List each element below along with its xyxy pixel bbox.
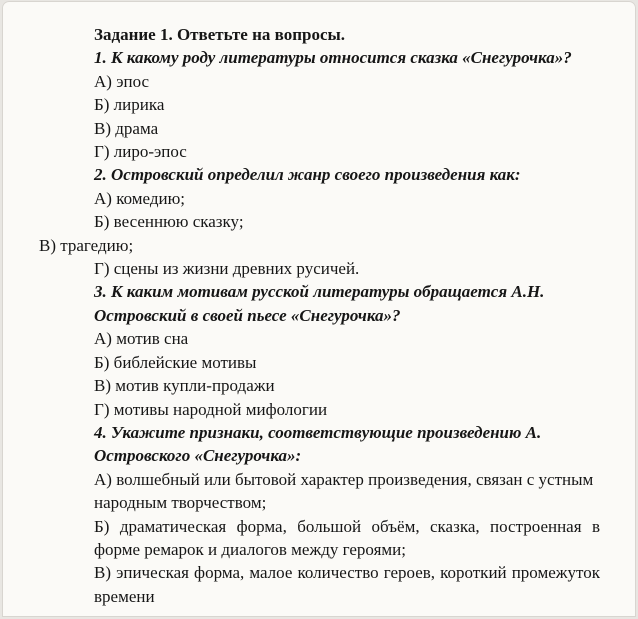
document-line: Г) лиро-эпос bbox=[94, 142, 187, 162]
document-line: Г) мотивы народной мифологии bbox=[94, 399, 328, 419]
document-line: 4. Укажите признаки, соответствующие произведению А. Островского «Снегурочка»: bbox=[94, 422, 542, 466]
document-line: В) трагедию; bbox=[39, 235, 134, 255]
document-line: А) комедию; bbox=[94, 188, 186, 208]
document-line: Б) лирика bbox=[94, 95, 165, 115]
document-line: 3. К каким мотивам русской литературы обращается А.Н. Островский в своей пьесе «Снегурочка»? bbox=[94, 282, 545, 325]
document-page bbox=[2, 1, 636, 617]
document-line: В) эпическая форма, малое количество героев, короткий промежуток времени bbox=[94, 563, 600, 606]
document-line: Б) весеннюю сказку; bbox=[94, 212, 244, 232]
document-line: В) мотив купли-продажи bbox=[94, 376, 275, 396]
document-line: 1. К какому роду литературы относится сказка «Снегурочка»? bbox=[94, 48, 572, 68]
document-line: Б) драматическая форма, большой объём, сказка, построенная в форме ремарок и диалогов между героями; bbox=[94, 516, 600, 559]
document-line: А) эпос bbox=[94, 71, 150, 91]
document-line: В) драма bbox=[94, 118, 159, 138]
document-line: 2. Островский определил жанр своего произведения как: bbox=[94, 165, 521, 185]
document-line: А) волшебный или бытовой характер произведения, связан с устным народным творчеством; bbox=[94, 469, 594, 513]
document-line: Б) библейские мотивы bbox=[94, 352, 257, 372]
document-line: Задание 1. Ответьте на вопросы. bbox=[94, 25, 346, 44]
document-line: Г) сцены из жизни древних русичей. bbox=[94, 259, 360, 279]
document-line: А) мотив сна bbox=[94, 329, 189, 349]
